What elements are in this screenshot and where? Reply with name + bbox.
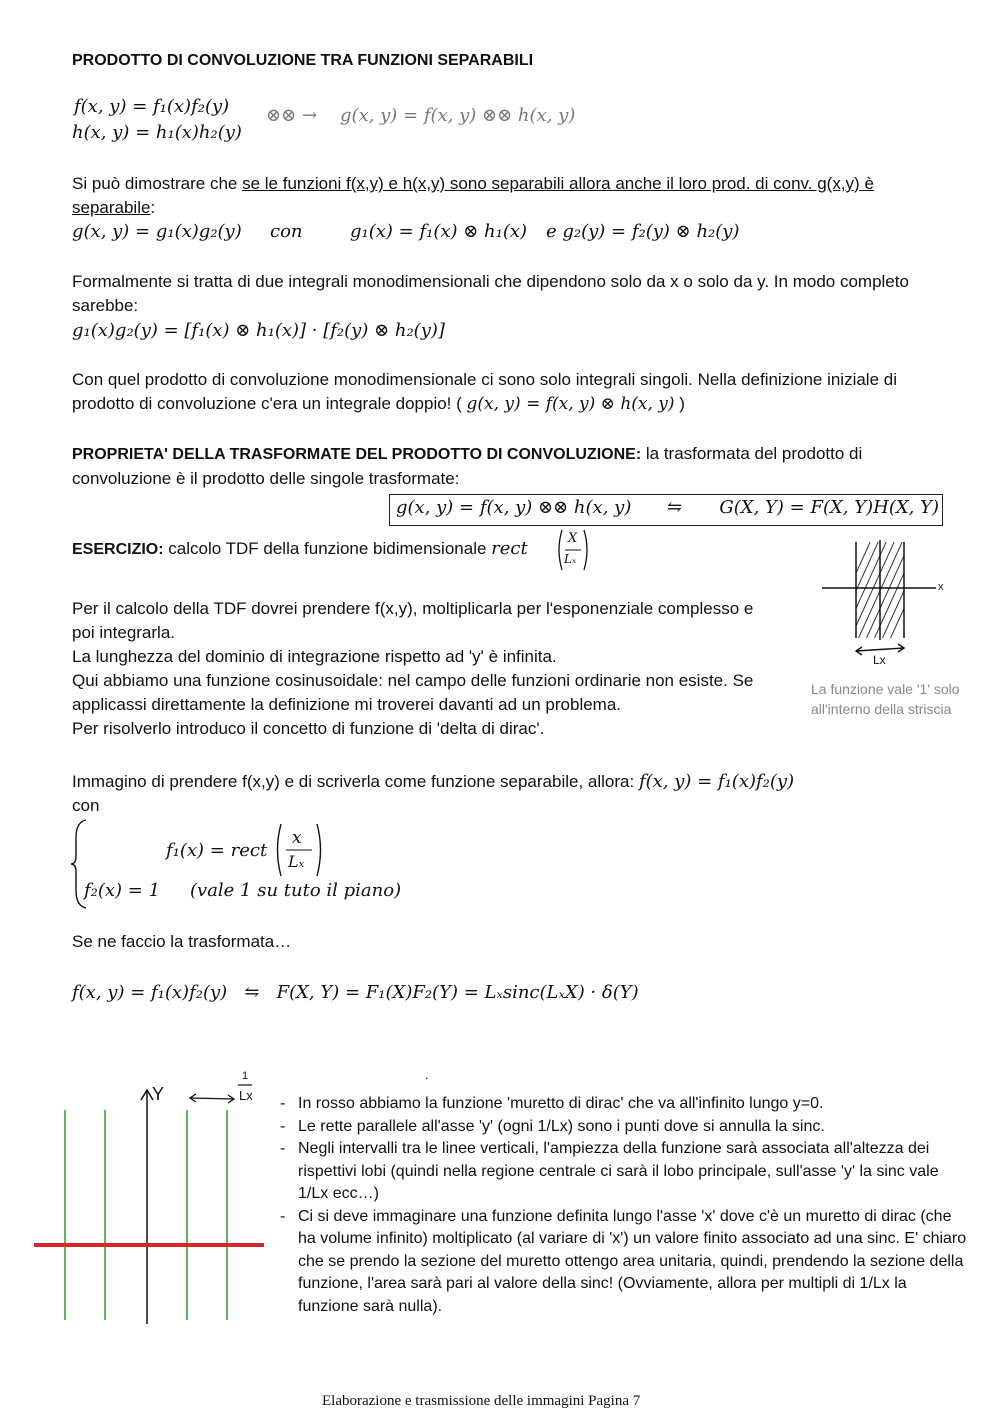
- exercise-fraction: [556, 528, 590, 572]
- strip-lx-label: Lx: [873, 653, 886, 667]
- equation-full: g₁(x)g₂(y) = [f₁(x) ⊗ h₁(x)] · [f₂(y) ⊗ h₂(y)]: [72, 320, 445, 341]
- para4-line-2: La lunghezza del dominio di integrazione rispetto ad 'y' è infinita.: [72, 647, 557, 666]
- box-arrow: ⇋: [666, 497, 682, 518]
- box-right: G(X, Y) = F(X, Y)H(X, Y): [719, 497, 940, 518]
- equation-g-def: g(x, y) = f(x, y) ⊗⊗ h(x, y): [340, 105, 576, 126]
- para4-line-4: Per risolverlo introduco il concetto di funzione di 'delta di dirac'.: [72, 719, 545, 738]
- paragraph-double-integral: [72, 368, 962, 416]
- strip-sketch-svg: [818, 538, 958, 668]
- para1-underlined: se le funzioni f(x,y) e h(x,y) sono separabili allora anche il loro prod. di conv. g(x,y) è: [242, 174, 874, 193]
- convolution-arrow: ⊗⊗ →: [266, 105, 317, 126]
- sketch2-lx-label: Lx: [239, 1088, 253, 1103]
- width-arrow: [856, 648, 904, 651]
- sketch2-one-label: 1: [242, 1070, 249, 1082]
- para4-line-3: Qui abbiamo una funzione cosinusoidale: nel campo delle funzioni ordinarie non esiste. Se applicassi direttamente la definizione mi troverei davanti ad un problema.: [72, 671, 754, 714]
- system-f1: f₁(x) = rect: [166, 840, 268, 861]
- equation-f-def: f(x, y) = f₁(x)f₂(y): [74, 96, 230, 117]
- list-item: - Ci si deve immaginare una funzione definita lungo l'asse 'x' dove c'è un muretto di dirac (che ha volume infinito) moltiplicato (al variare di 'x') un valore finito associato ad una sinc. E' chiaro che se prendo la sezione del muretto ottengo area unitaria, quindi, prendendo la sezione della funzione, l'area sarà pari al valore della sinc! (Ovviamente, allora per multipli di 1/Lx la funzione sarà nulla).: [278, 1206, 968, 1319]
- equation-transform: f(x, y) = f₁(x)f₂(y) ⇋ F(X, Y) = F₁(X)F₂(Y) = Lₓsinc(LₓX) · δ(Y): [72, 982, 639, 1003]
- exercise-rect: rect: [491, 538, 528, 559]
- para5-text: Immagino di prendere f(x,y) e di scriverla come funzione separabile, allora:: [72, 772, 639, 791]
- strip-hatching: [822, 538, 936, 648]
- para2-text: Formalmente si tratta di due integrali monodimensionali che dipendono solo da x o solo da y. In modo completo sarebbe:: [72, 272, 909, 315]
- para1-tail: :: [150, 198, 156, 217]
- property-formula-box: [389, 494, 943, 526]
- page-title: PRODOTTO DI CONVOLUZIONE TRA FUNZIONI SEPARABILI: [72, 52, 534, 69]
- property-text: la trasformata del prodotto di convoluzione è il prodotto delle singole trasformate:: [72, 444, 863, 488]
- system-f2-note: (vale 1 su tuto il piano): [190, 880, 402, 901]
- strip-x-label: x: [938, 581, 944, 593]
- fraction-den: Lₓ: [564, 552, 577, 566]
- list-item: - Le rette parallele all'asse 'y' (ogni 1/Lx) sono i punti dove si annulla la sinc.: [278, 1116, 968, 1139]
- paragraph-property: [72, 442, 952, 491]
- property-heading: PROPRIETA' DELLA TRASFORMATE DEL PRODOTTO DI CONVOLUZIONE:: [72, 446, 642, 463]
- sketch2-y-label: Y: [152, 1084, 165, 1104]
- system-frac-num: x: [292, 828, 302, 848]
- paragraph-transform: Se ne faccio la trasformata…: [72, 932, 292, 951]
- equation-system: [70, 818, 470, 910]
- para4-line-1: Per il calcolo della TDF dovrei prendere f(x,y), moltiplicarla per l'esponenziale complesso e poi integrarla.: [72, 599, 754, 642]
- strip-sketch: [818, 538, 958, 668]
- stray-dot: .: [425, 1068, 429, 1082]
- para3-text: Con quel prodotto di convoluzione monodimensionale ci sono solo integrali singoli. Nella definizione iniziale di prodotto di convoluzione c'era un integrale doppio! (: [72, 370, 897, 413]
- para1-underlined-2: separabile: [72, 198, 151, 217]
- strip-caption: La funzione vale '1' solo all'interno della striscia: [811, 681, 960, 717]
- exercise-heading: ESERCIZIO:: [72, 541, 164, 558]
- page-footer: Elaborazione e trasmissione delle immagini Pagina 7: [322, 1393, 641, 1409]
- con-label: con: [270, 221, 303, 242]
- para3-close: ): [679, 394, 685, 413]
- exercise-text: calcolo TDF della funzione bidimensionale: [163, 539, 492, 558]
- dirac-wall-svg: [30, 1068, 275, 1330]
- para5-math: f(x, y) = f₁(x)f₂(y): [638, 771, 795, 792]
- spacing-arrow: [190, 1098, 234, 1099]
- equation-g1: g₁(x) = f₁(x) ⊗ h₁(x): [350, 221, 528, 242]
- exercise-line: [72, 538, 772, 559]
- system-frac-den: Lₓ: [288, 852, 305, 871]
- dirac-wall-sketch: [30, 1068, 275, 1330]
- para3-math: g(x, y) = f(x, y) ⊗ h(x, y): [466, 394, 675, 414]
- equation-g-separable: g(x, y) = g₁(x)g₂(y): [72, 221, 242, 242]
- para1-lead: Si può dimostrare che: [72, 174, 243, 193]
- paragraph-integrals: [72, 270, 932, 318]
- paragraph-tdf: [72, 597, 772, 741]
- equation-h-def: h(x, y) = h₁(x)h₂(y): [72, 122, 242, 143]
- system-fraction: [274, 822, 324, 878]
- list-item: - In rosso abbiamo la funzione 'muretto di dirac' che va all'infinito lungo y=0.: [278, 1093, 968, 1116]
- box-left: g(x, y) = f(x, y) ⊗⊗ h(x, y): [396, 497, 632, 518]
- list-item: - Negli intervalli tra le linee verticali, l'ampiezza della funzione sarà associata all'altezza dei rispettivi lobi (quindi nella regione centrale ci sarà il lobo principale, sull'asse 'y' la sinc vale 1/Lx ecc…): [278, 1138, 968, 1206]
- paragraph-separable: [72, 770, 962, 818]
- bullet-list: [278, 1093, 968, 1318]
- fraction-num: X: [568, 531, 578, 546]
- equation-g2: e g₂(y) = f₂(y) ⊗ h₂(y): [546, 221, 740, 242]
- system-f2: f₂(x) = 1: [84, 880, 161, 901]
- para5-con: con: [72, 796, 100, 815]
- paragraph-separability: [72, 172, 952, 220]
